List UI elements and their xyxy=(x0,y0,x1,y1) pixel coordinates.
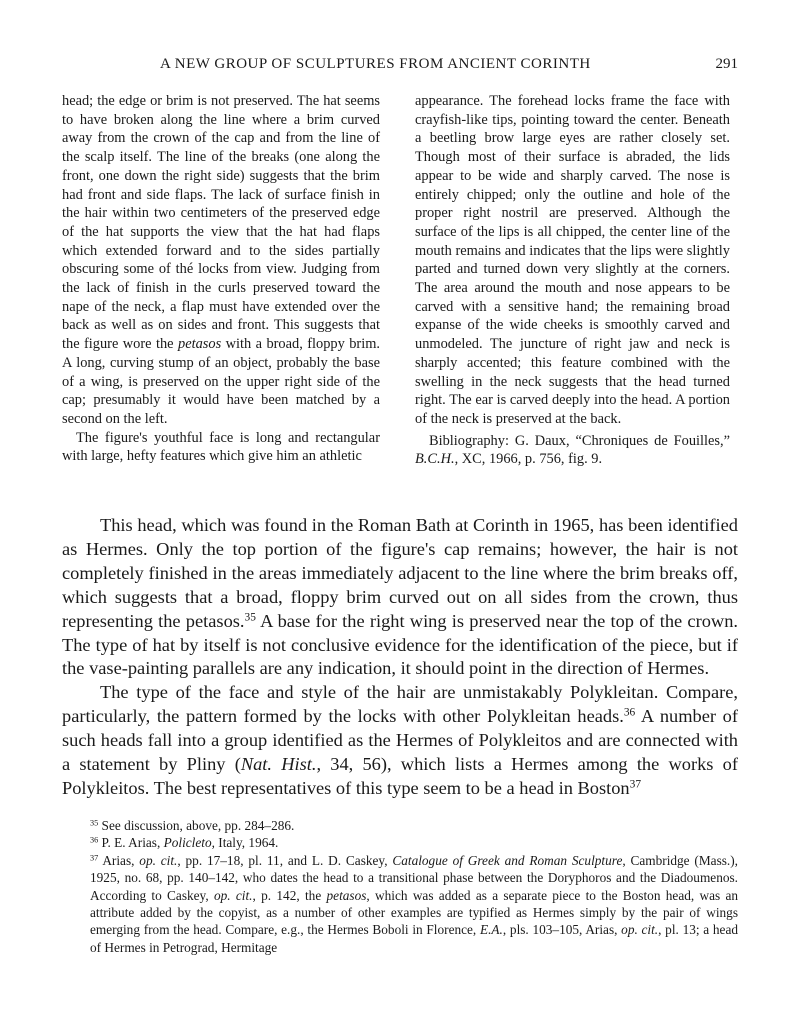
main-p2-italic: Nat. Hist. xyxy=(240,754,317,775)
footnote-37-i3: op. cit. xyxy=(213,887,253,903)
footnote-36-italic: Policleto xyxy=(163,835,212,851)
right-column xyxy=(415,92,730,469)
left-p1-end: with a broad, floppy brim. A long, curving stump of an object, probably the base of a wing, is preserved on the upper right side of the cap; presumably it would have been matched by a second on the left. xyxy=(62,336,380,427)
main-p2-c: , 34, 56), which lists a Hermes among the works of Polykleitos. The best representatives of this type seem to be a head in Boston xyxy=(62,754,738,798)
left-paragraph-2: The figure's youthful face is long and rectangular with large, hefty features which give him an athletic xyxy=(62,429,380,465)
footnote-37-e: , which was added as a separate piece to the Boston head, was an attribute added by the copyist, as a number of other examples are typified as Hermes simply by the pair of wings emerging from the head. Compare, e.g., the Hermes Boboli in Florence, xyxy=(90,887,739,938)
footnote-35 xyxy=(62,817,738,834)
left-column xyxy=(62,92,380,466)
main-paragraph-2 xyxy=(62,681,738,801)
main-p1-a: This head, which was found in the Roman Bath at Corinth in 1965, has been identified as Hermes. Only the top portion of the figure's cap remains; however, the hair is not completely finished in the areas immediately adjacent to the line where the brim breaks off, which suggests that a broad, floppy brim curved out on all sides from the crown, thus representing the petasos. xyxy=(62,515,738,631)
main-p1-b: A base for the right wing is preserved near the top of the crown. The type of hat by itself is not conclusive evidence for the identification of the piece, but if the vase-painting parallels are any indication, it should point in the direction of Hermes. xyxy=(62,610,738,679)
main-paragraph-1 xyxy=(62,514,738,681)
footnote-37-i1: op. cit. xyxy=(139,852,178,868)
page-number: 291 xyxy=(715,56,738,72)
footnote-35-number: 35 xyxy=(90,818,99,828)
footnote-37 xyxy=(62,852,738,956)
footnote-36 xyxy=(62,834,738,851)
footnote-36-number: 36 xyxy=(90,835,99,845)
footnote-ref-35: 35 xyxy=(244,611,256,624)
footnote-37-b: , pp. 17–18, pl. 11, and L. D. Caskey, xyxy=(177,852,393,868)
footnote-37-i6: op. cit. xyxy=(621,922,659,938)
right-paragraph-1: appearance. The forehead locks frame the face with crayfish-like tips, pointing toward the center. Beneath a beetling brow large eyes are rather closely set. Though most of their surface is abraded, the lids appear to be wide and sharply carved. The nose is entirely chipped; only the outline and hole of the proper right nostril are preserved. Although the surface of the lips is all chipped, the center line of the mouth remains and indicates that the lips were slightly parted and turned down very slightly at the corners. The area around the mouth and nose appears to be carved with a sensitive hand; the remaining broad expanse of the wide cheeks is smoothly carved and unmodeled. The juncture of right jaw and neck is sharply accented; this feature combined with the swelling in the neck suggests that the head turned right. The ear is carved deeply into the head. A portion of the neck is preserved at the back. xyxy=(415,93,730,427)
footnote-37-g: , pl. 13; a head of Hermes in Petrograd, Hermitage xyxy=(90,922,738,955)
running-title: A NEW GROUP OF SCULPTURES FROM ANCIENT CORINTH xyxy=(160,56,591,72)
footnote-ref-36: 36 xyxy=(623,706,636,719)
footnote-37-c: , Cambridge (Mass.), 1925, no. 68, pp. 140–142, who dates the head to a transitional phase between the Doryphoros and the Diadoumenos. According to Caskey, xyxy=(90,852,738,903)
page-header xyxy=(62,56,738,76)
footnote-ref-37: 37 xyxy=(629,778,642,791)
footnote-37-i2: Catalogue of Greek and Roman Sculpture xyxy=(392,852,623,868)
bibliography-pre: Bibliography: G. Daux, “Chroniques de Fouilles,” xyxy=(429,432,730,449)
footnote-37-d: , p. 142, the xyxy=(252,887,327,903)
bibliography-journal: B.C.H. xyxy=(415,451,455,468)
bibliography-post: , XC, 1966, p. 756, fig. 9. xyxy=(454,451,603,468)
footnote-35-text: See discussion, above, pp. 284–286. xyxy=(98,818,295,833)
footnote-37-f: , pls. 103–105, Arias, xyxy=(502,922,622,938)
left-paragraph-1 xyxy=(62,92,380,429)
footnote-37-a: Arias, xyxy=(98,852,140,868)
left-p1-text: head; the edge or brim is not preserved. The hat seems to have broken along the line where a brim curved away from the crown of the cap and from the line of the scalp itself. The line of the breaks (one along the front, one down the right side) suggests that the brim had front and side flaps. The lack of surface finish in the hair within two centimeters of the preserved edge of the hat supports the view that the hat had flaps which extended forward and to the sides partially obscuring some of thé locks from view. Judging from the lack of finish in the curls preserved toward the nape of the neck, a flap must have extended over the back as well as on sides and front. This suggests that the figure wore the xyxy=(62,93,380,353)
footnote-37-i4: petasos xyxy=(326,887,367,903)
footnote-37-i5: E.A. xyxy=(479,922,503,938)
footnotes xyxy=(62,817,738,956)
footnote-36-b: , Italy, 1964. xyxy=(211,835,279,851)
footnote-37-number: 37 xyxy=(90,853,99,863)
left-p1-italic: petasos xyxy=(178,336,222,353)
footnote-36-a: P. E. Arias, xyxy=(98,835,164,851)
bibliography xyxy=(415,432,730,469)
main-p2-a: The type of the face and style of the hair are unmistakably Polykleitan. Compare, particularly, the pattern formed by the locks with other Polykleitan heads. xyxy=(62,682,738,727)
main-text xyxy=(62,514,738,801)
main-p2-b: A number of such heads fall into a group identified as the Hermes of Polykleitos and are connected with a statement by Pliny ( xyxy=(62,706,738,775)
